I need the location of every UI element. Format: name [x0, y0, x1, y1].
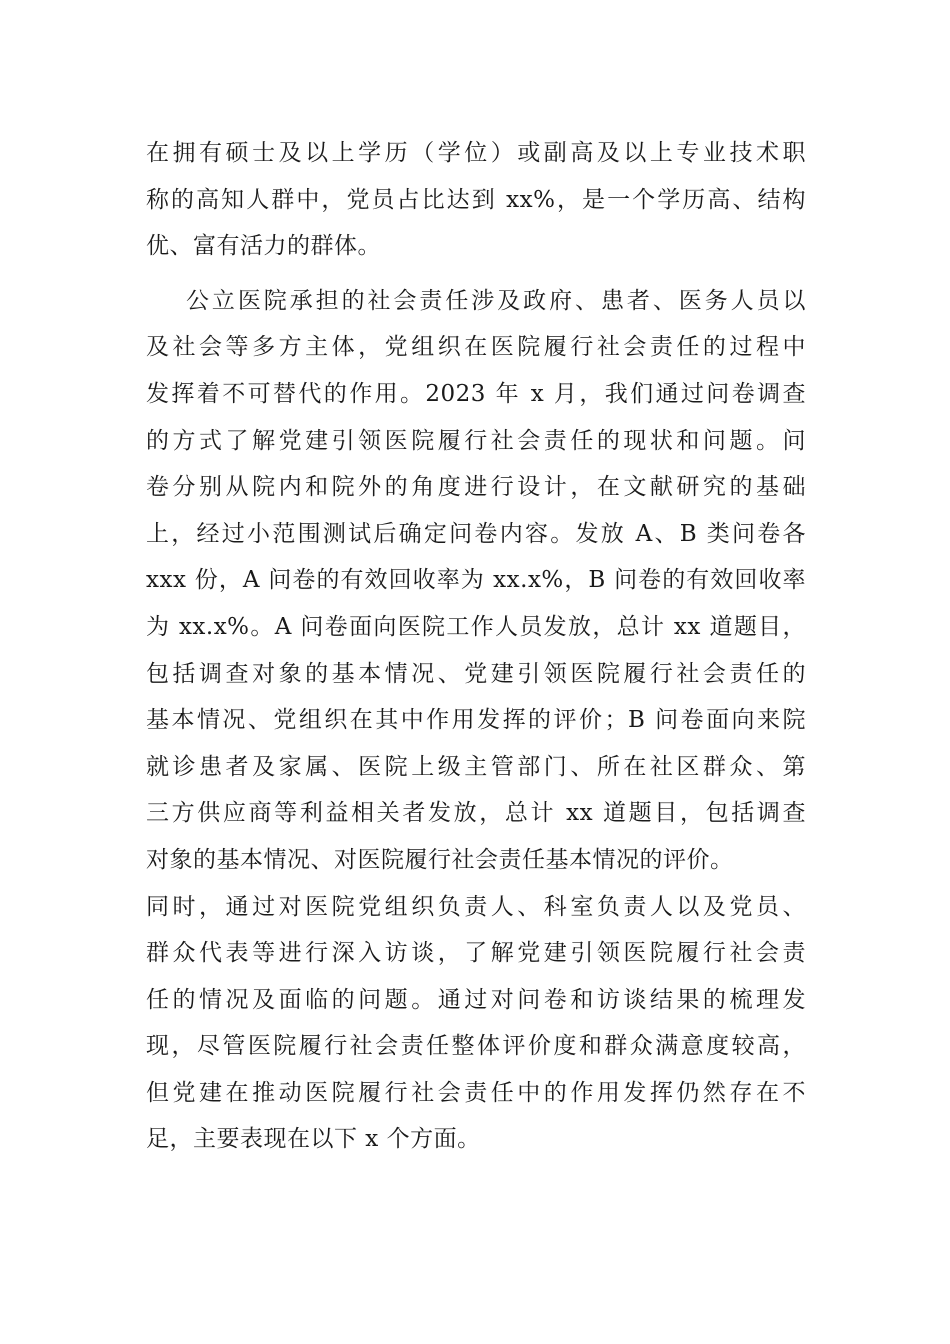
paragraph-line: 足，主要表现在以下 x 个方面。 — [146, 1126, 481, 1153]
paragraph-line: 现，尽管医院履行社会责任整体评价度和群众满意度较高， — [146, 1033, 806, 1060]
paragraph-line: 卷分别从院内和院外的角度进行设计，在文献研究的基础 — [146, 474, 806, 501]
paragraph-line: 的方式了解党建引领医院履行社会责任的现状和问题。问 — [146, 427, 806, 454]
paragraph-line: 就诊患者及家属、医院上级主管部门、所在社区群众、第 — [146, 753, 806, 780]
paragraph-line: 包括调查对象的基本情况、党建引领医院履行社会责任的 — [146, 660, 806, 687]
paragraph-line: 上，经过小范围测试后确定问卷内容。发放 A、B 类问卷各 — [146, 520, 806, 547]
paragraph-line: 对象的基本情况、对医院履行社会责任基本情况的评价。 — [146, 846, 734, 873]
paragraph-line: 发挥着不可替代的作用。2023 年 x 月，我们通过问卷调查 — [146, 380, 806, 407]
document-body — [146, 130, 806, 1163]
paragraph-line: 三方供应商等利益相关者发放，总计 xx 道题目，包括调查 — [146, 800, 806, 827]
paragraph-line: xxx 份，A 问卷的有效回收率为 xx.x%，B 问卷的有效回收率 — [146, 567, 806, 594]
paragraph-line: 基本情况、党组织在其中作用发挥的评价；B 问卷面向来院 — [146, 707, 806, 734]
paragraph-line: 及社会等多方主体，党组织在医院履行社会责任的过程中 — [146, 334, 806, 361]
paragraph-line: 优、富有活力的群体。 — [146, 233, 381, 260]
paragraph-line: 在拥有硕士及以上学历（学位）或副高及以上专业技术职 — [146, 140, 806, 166]
paragraph-spacer — [146, 270, 806, 278]
paragraph-line: 为 xx.x%。A 问卷面向医院工作人员发放，总计 xx 道题目， — [146, 613, 806, 640]
paragraph-line: 同时，通过对医院党组织负责人、科室负责人以及党员、 — [146, 893, 806, 920]
paragraph-line: 群众代表等进行深入访谈，了解党建引领医院履行社会责 — [146, 940, 806, 967]
paragraph-line: 但党建在推动医院履行社会责任中的作用发挥仍然存在不 — [146, 1079, 806, 1106]
paragraph-2 — [146, 278, 806, 1163]
paragraph-1 — [146, 130, 806, 270]
paragraph-line: 任的情况及面临的问题。通过对问卷和访谈结果的梳理发 — [146, 986, 806, 1013]
paragraph-line: 称的高知人群中，党员占比达到 xx%，是一个学历高、结构 — [146, 186, 806, 213]
paragraph-line: 公立医院承担的社会责任涉及政府、患者、医务人员以 — [186, 287, 806, 314]
